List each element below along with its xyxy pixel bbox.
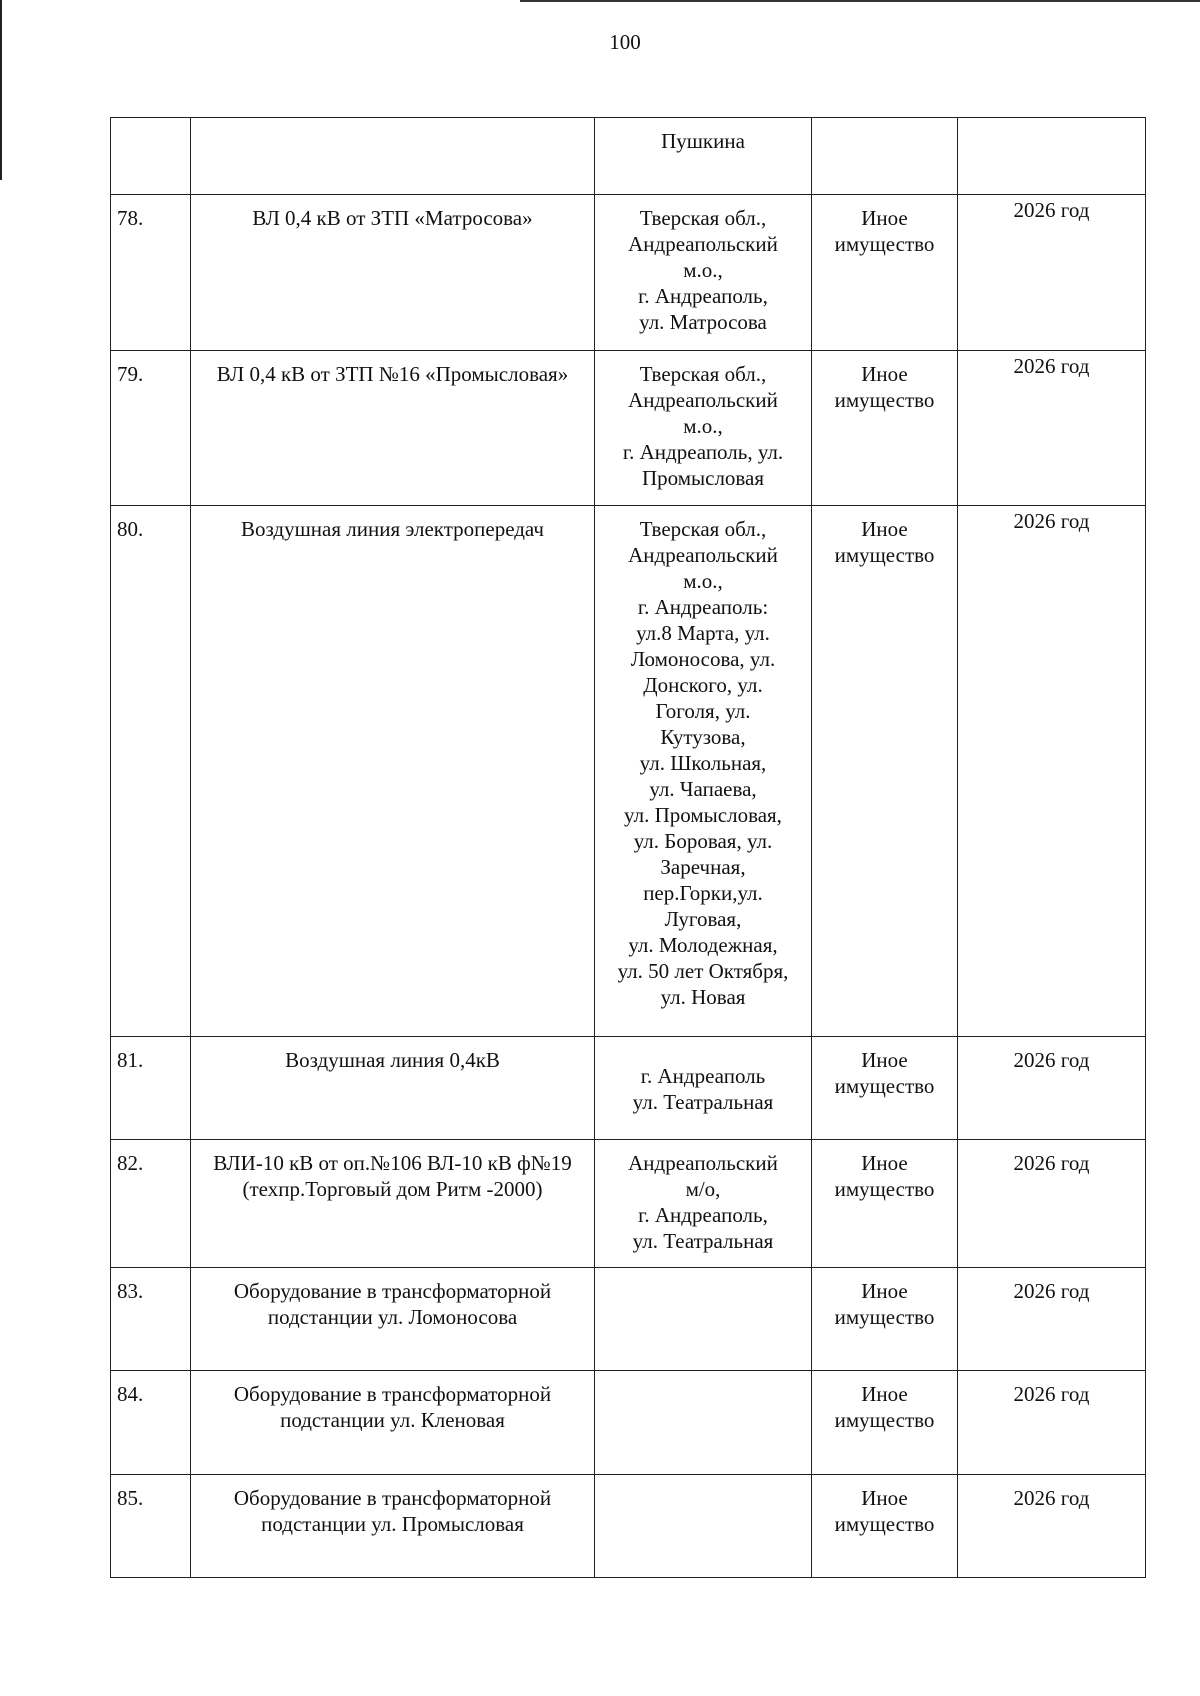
address-line: ул. Новая: [660, 985, 746, 1009]
address-line: м/о,: [685, 1177, 721, 1201]
row-number: 81.: [111, 1037, 191, 1140]
address-line: ул. Промысловая,: [624, 803, 782, 827]
table-row: [111, 118, 1146, 195]
address-line: Тверская обл.,: [639, 206, 767, 230]
address-line: ул. Молодежная,: [628, 933, 778, 957]
address-line: Гоголя, ул.: [655, 699, 751, 723]
property-type: [812, 118, 958, 195]
object-address: [595, 1475, 812, 1578]
row-number: 78.: [111, 195, 191, 351]
address-line: ул. Школьная,: [639, 751, 767, 775]
row-number: 82.: [111, 1140, 191, 1268]
object-name: ВЛИ-10 кВ от оп.№106 ВЛ-10 кВ ф№19 (техпр.Торговый дом Ритм -2000): [191, 1140, 595, 1268]
object-address: [595, 1037, 812, 1140]
object-name: [191, 118, 595, 195]
planned-year: 2026 год: [958, 1268, 1146, 1371]
table-row: [111, 1371, 1146, 1475]
year-value: 2026 год: [1013, 354, 1090, 378]
table-row: [111, 195, 1146, 351]
table-row: [111, 1268, 1146, 1371]
address-line: Промысловая: [641, 466, 765, 490]
object-name: Воздушная линия электропередач: [191, 506, 595, 1037]
property-type: Иное имущество: [812, 1475, 958, 1578]
address-line: г. Андреаполь,: [638, 284, 768, 308]
address-line: Заречная,: [660, 855, 746, 879]
address-line: м.о.,: [683, 258, 723, 282]
planned-year: [958, 351, 1146, 506]
address-line: ул.8 Марта, ул.: [636, 621, 770, 645]
row-number: 83.: [111, 1268, 191, 1371]
object-name: Оборудование в трансформаторной подстанции ул. Кленовая: [191, 1371, 595, 1475]
table-row: [111, 1140, 1146, 1268]
address-line: Донского, ул.: [643, 673, 763, 697]
address-line: ул. Матросова: [639, 310, 767, 334]
planned-year: 2026 год: [958, 1037, 1146, 1140]
object-name: ВЛ 0,4 кВ от ЗТП «Матросова»: [191, 195, 595, 351]
address-line: Тверская обл.,: [639, 362, 767, 386]
address-line: г. Андреаполь,: [638, 1203, 768, 1227]
address-line: ул. Чапаева,: [649, 777, 757, 801]
property-registry-table: [110, 117, 1146, 1578]
object-address: [595, 118, 812, 195]
object-address: [595, 1268, 812, 1371]
planned-year: [958, 195, 1146, 351]
page-number: 100: [609, 30, 641, 54]
row-number: 84.: [111, 1371, 191, 1475]
address-line: ул. Театральная: [632, 1229, 774, 1253]
object-address: [595, 351, 812, 506]
address-line: м.о.,: [683, 569, 723, 593]
address-line: Кутузова,: [660, 725, 746, 749]
object-address: [595, 1140, 812, 1268]
year-value: 2026 год: [1013, 509, 1090, 533]
planned-year: [958, 506, 1146, 1037]
planned-year: 2026 год: [958, 1371, 1146, 1475]
address-line: Ломоносова, ул.: [630, 647, 776, 671]
address-line: м.о.,: [683, 414, 723, 438]
address-line: Луговая,: [664, 907, 742, 931]
address-line: пер.Горки,ул.: [643, 881, 763, 905]
planned-year: 2026 год: [958, 1140, 1146, 1268]
address-line: ул. Боровая, ул.: [633, 829, 773, 853]
address-line: Андреапольский: [628, 543, 778, 567]
object-name: ВЛ 0,4 кВ от ЗТП №16 «Промысловая»: [191, 351, 595, 506]
object-name: Воздушная линия 0,4кВ: [191, 1037, 595, 1140]
object-address: [595, 195, 812, 351]
property-type: Иное имущество: [812, 506, 958, 1037]
row-number: [111, 118, 191, 195]
address-line: г. Андреаполь:: [637, 595, 769, 619]
scan-edge-top: [520, 0, 1200, 2]
address-line: Тверская обл.,: [639, 517, 767, 541]
address-line: ул. Театральная: [632, 1090, 774, 1114]
planned-year: 2026 год: [958, 1475, 1146, 1578]
table-row: [111, 351, 1146, 506]
address-line: г. Андреаполь: [640, 1064, 766, 1088]
table-row: [111, 506, 1146, 1037]
table-row: [111, 1037, 1146, 1140]
property-type: Иное имущество: [812, 1371, 958, 1475]
row-number: 79.: [111, 351, 191, 506]
row-number: 85.: [111, 1475, 191, 1578]
year-value: 2026 год: [1013, 198, 1090, 222]
scan-edge-left: [0, 0, 2, 180]
row-number: 80.: [111, 506, 191, 1037]
object-name: Оборудование в трансформаторной подстанции ул. Промысловая: [191, 1475, 595, 1578]
object-address: [595, 506, 812, 1037]
property-type: Иное имущество: [812, 1140, 958, 1268]
address-line: г. Андреаполь, ул.: [622, 440, 784, 464]
planned-year: [958, 118, 1146, 195]
property-type: Иное имущество: [812, 195, 958, 351]
address-line: Андреапольский: [628, 388, 778, 412]
address-line: Андреапольский: [628, 1151, 778, 1175]
object-address: [595, 1371, 812, 1475]
address-line: Пушкина: [661, 129, 745, 153]
property-type: Иное имущество: [812, 1037, 958, 1140]
object-name: Оборудование в трансформаторной подстанции ул. Ломоносова: [191, 1268, 595, 1371]
property-type: Иное имущество: [812, 351, 958, 506]
property-type: Иное имущество: [812, 1268, 958, 1371]
address-line: Андреапольский: [628, 232, 778, 256]
table-row: [111, 1475, 1146, 1578]
address-line: ул. 50 лет Октября,: [617, 959, 789, 983]
